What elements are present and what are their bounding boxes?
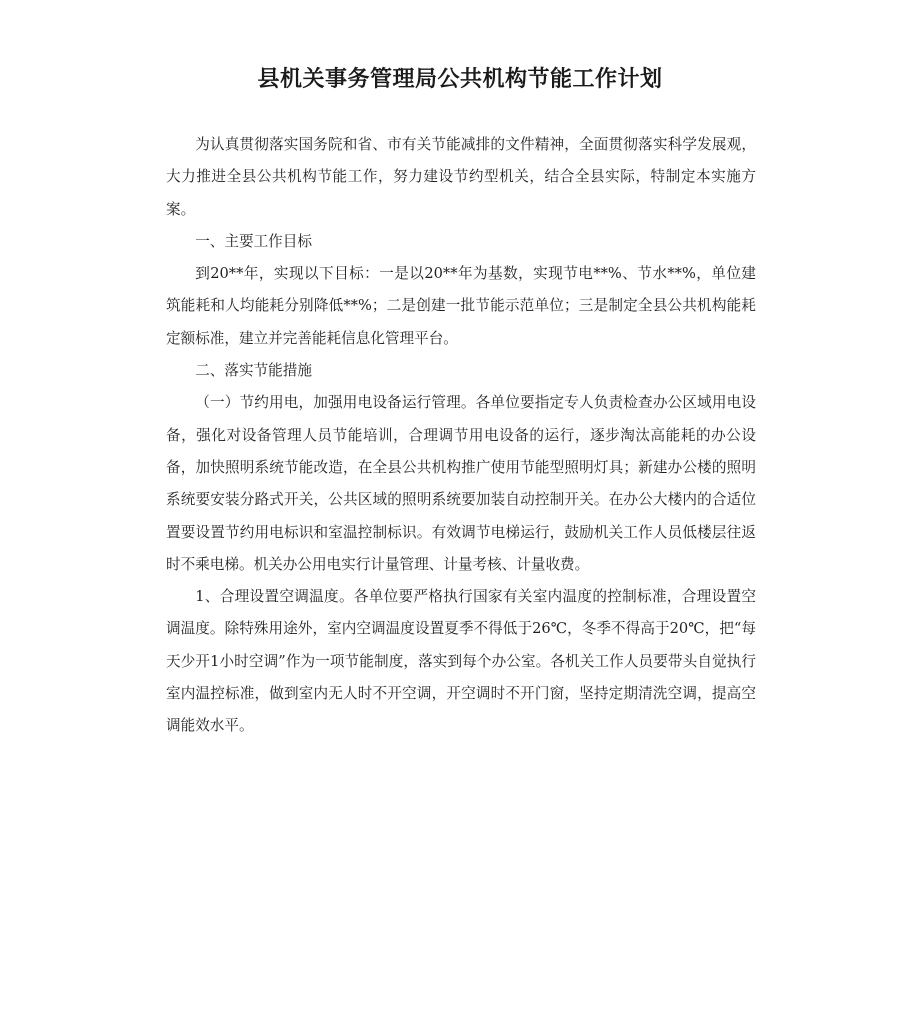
intro-paragraph: 为认真贯彻落实国务院和省、市有关节能减排的文件精神，全面贯彻落实科学发展观，大力推进全县公共机构节能工作，努力建设节约型机关，结合全县实际，特制定本实施方案。 [166,136,756,218]
document-title: 县机关事务管理局公共机构节能工作计划 [257,67,663,92]
document-body [166,129,756,743]
section-heading-goals: 一、主要工作目标 [195,232,312,250]
goals-paragraph: 到20**年，实现以下目标：一是以20**年为基数，实现节电**%、节水**%，单位建筑能耗和人均能耗分别降低**%；二是创建一批节能示范单位；三是制定全县公共机构能耗定额标准，建立并完善能耗信息化管理平台。 [166,265,756,347]
section-heading-measures: 二、落实节能措施 [195,362,312,380]
electricity-paragraph: （一）节约用电，加强用电设备运行管理。各单位要指定专人负责检查办公区域用电设备，强化对设备管理人员节能培训，合理调节用电设备的运行，逐步淘汰高能耗的办公设备，加快照明系统节能改造，在全县公共机构推广使用节能型照明灯具；新建办公楼的照明系统要安装分路式开关，公共区域的照明系统要加装自动控制开关。在办公大楼内的合适位置要设置节约用电标识和室温控制标识。有效调节电梯运行，鼓励机关工作人员低楼层往返时不乘电梯。机关办公用电实行计量管理、计量考核、计量收费。 [166,394,756,573]
air-conditioning-paragraph: 1、合理设置空调温度。各单位要严格执行国家有关室内温度的控制标准，合理设置空调温度。除特殊用途外，室内空调温度设置夏季不得低于26℃，冬季不得高于20℃，把“每天少开1小时空调”作为一项节能制度，落实到每个办公室。各机关工作人员要带头自觉执行室内温控标准，做到室内无人时不开空调，开空调时不开门窗，坚持定期清洗空调，提高空调能效水平。 [166,588,756,735]
